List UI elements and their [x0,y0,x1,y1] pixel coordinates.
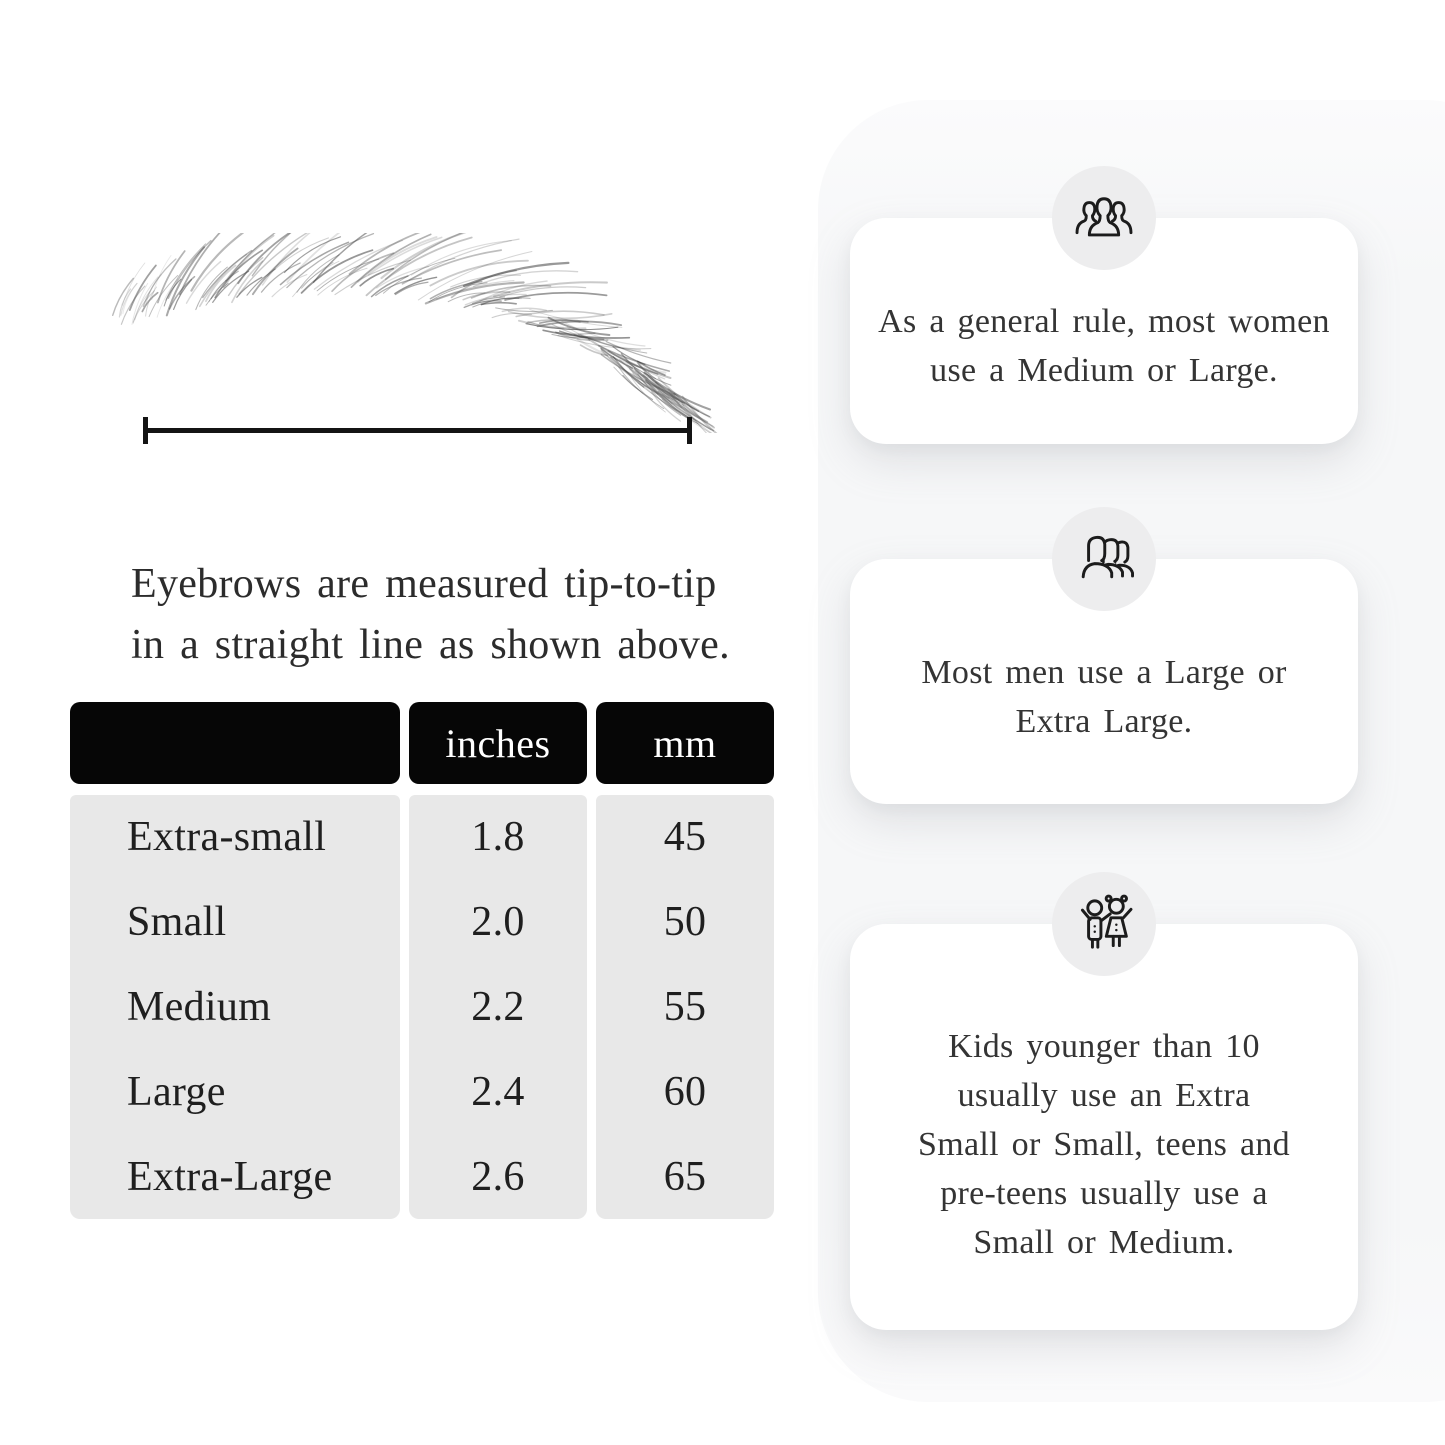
card-text-line: use a Medium or Large. [930,352,1278,389]
inches-value: 2.6 [471,1153,525,1200]
card-text-line: Extra Large. [1015,702,1193,740]
card-text-line: usually use an Extra [957,1076,1251,1114]
mm-value: 45 [663,814,707,861]
card-text-line: Most men use a Large or [921,653,1287,691]
header-cell-mm: mm [596,702,774,784]
kids-guideline-card [850,924,1358,1330]
eyebrow-illustration [103,233,753,433]
inches-value: 2.0 [471,899,525,946]
mm-value: 55 [663,983,707,1030]
header-cell-inches: inches [409,702,587,784]
size-name: Small [127,899,227,946]
card-text-line: Kids younger than 10 [948,1027,1260,1065]
women-guideline-card [850,218,1358,444]
card-text-line: Small or Small, teens and [918,1125,1290,1163]
size-name-column [70,795,400,1219]
card-text-line: Small or Medium. [973,1223,1235,1261]
measure-line-bar [143,428,692,433]
card-text-line: pre-teens usually use a [940,1174,1268,1212]
size-table-header-row [70,702,774,795]
size-name: Large [127,1068,226,1115]
children-icon [1052,872,1156,976]
header-cell-blank [70,702,400,784]
size-name: Medium [127,983,272,1030]
inches-value: 2.4 [471,1068,525,1115]
eyebrow-sketch-svg [103,233,753,433]
men-guideline-card [850,559,1358,804]
card-text-line: As a general rule, most women [878,303,1330,340]
caption-line-2: in a straight line as shown above. [131,622,730,668]
inches-value: 1.8 [471,814,525,861]
inches-value: 2.2 [471,983,525,1030]
women-group-icon [1052,166,1156,270]
size-table [70,702,774,1219]
mm-value: 65 [663,1153,707,1200]
size-name: Extra-small [127,814,327,861]
men-group-icon [1052,507,1156,611]
mm-column [596,795,774,1219]
measure-line [143,417,692,444]
size-name: Extra-Large [127,1153,333,1200]
inches-column [409,795,587,1219]
measure-line-right-tick [687,417,692,444]
mm-value: 50 [663,899,707,946]
measurement-caption [131,554,791,676]
caption-line-1: Eyebrows are measured tip-to-tip [131,561,717,607]
size-table-body [70,795,774,1219]
mm-value: 60 [663,1068,707,1115]
